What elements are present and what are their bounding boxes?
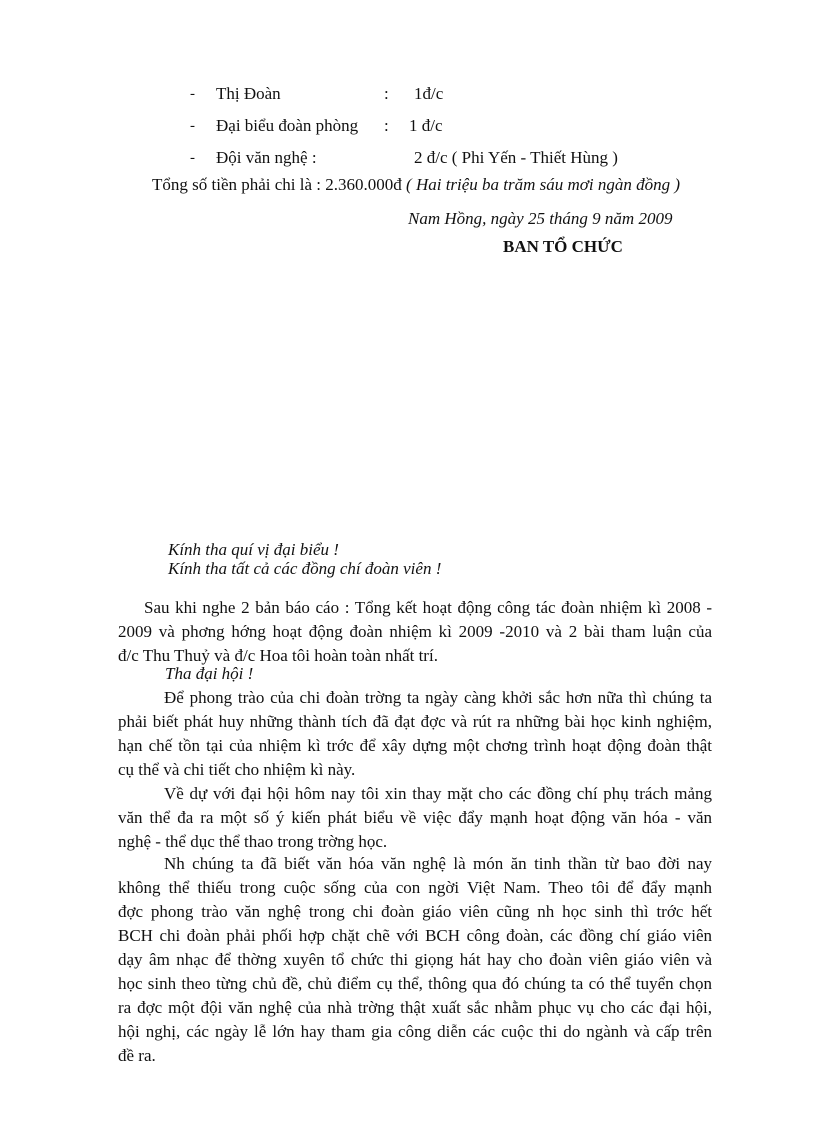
- paragraph-line: không thể thiếu trong cuộc sống của con ngời Việt Nam. Theo tôi để đẩy mạnh: [118, 878, 712, 897]
- list-bullet: -: [190, 150, 195, 166]
- paragraph-culture: [118, 852, 712, 1068]
- total-line: [152, 175, 680, 195]
- list-bullet: -: [190, 118, 195, 134]
- paragraph-line: nghệ - thể dục thể thao trong trờng học.: [118, 832, 388, 851]
- paragraph-line: đề ra.: [118, 1046, 156, 1065]
- paragraph-line: văn thể đa ra một số ý kiến phát biểu về việc đẩy mạnh hoạt động văn hóa - văn: [118, 808, 712, 827]
- staff-label: Đội văn nghệ :: [216, 148, 317, 167]
- greeting-line: Kính tha quí vị đại biểu !: [168, 540, 339, 559]
- paragraph-movement: [118, 686, 712, 782]
- greeting-congress: Tha đại hội !: [165, 664, 254, 683]
- place-date: Nam Hồng, ngày 25 tháng 9 năm 2009: [408, 209, 673, 228]
- staff-value: 1 đ/c: [409, 116, 443, 135]
- paragraph-line: Để phong trào của chi đoàn trờng ta ngày càng khởi sắc hơn nữa thì chúng ta: [164, 688, 712, 707]
- paragraph-line: Nh chúng ta đã biết văn hóa văn nghệ là món ăn tinh thần từ bao đời nay: [164, 854, 712, 873]
- paragraph-line: dạy âm nhạc để thờng xuyên tổ chức thi giọng hát hay cho đoàn viên giáo viên và: [118, 950, 712, 969]
- staff-separator: :: [384, 84, 389, 103]
- total-in-words: ( Hai triệu ba trăm sáu mơi ngàn đồng ): [406, 175, 681, 194]
- paragraph-line: Về dự với đại hội hôm nay tôi xin thay mặt cho các đồng chí phụ trách mảng: [164, 784, 712, 803]
- paragraph-opening: [118, 596, 712, 668]
- staff-label: Thị Đoàn: [216, 84, 281, 103]
- staff-value: 1đ/c: [414, 84, 444, 103]
- paragraph-line: ra đợc một đội văn nghệ của nhà trờng thật xuất sắc nhằm phục vụ cho các đại hội,: [118, 998, 712, 1017]
- organizer-signature: BAN TỔ CHỨC: [503, 237, 623, 256]
- total-amount: Tổng số tiền phải chi là : 2.360.000đ: [152, 175, 402, 194]
- staff-separator: :: [384, 116, 389, 135]
- staff-value: 2 đ/c ( Phi Yến - Thiết Hùng ): [414, 148, 618, 167]
- paragraph-line: hạn chế tồn tại của nhiệm kì trớc để xây dựng một chơng trình hoạt động đoàn thật: [118, 736, 712, 755]
- paragraph-line: đ/c Thu Thuỷ và đ/c Hoa tôi hoàn toàn nhất trí.: [118, 646, 438, 665]
- paragraph-proposal: [118, 782, 712, 854]
- paragraph-line: học sinh theo từng chủ đề, chủ điểm cụ thể, thông qua đó chúng ta có thể tuyển chọn: [118, 974, 712, 993]
- greeting-line: Kính tha tất cả các đồng chí đoàn viên !: [168, 559, 442, 578]
- paragraph-line: cụ thể và chi tiết cho nhiệm kì này.: [118, 760, 356, 779]
- paragraph-line: BCH chi đoàn phải phối hợp chặt chẽ với BCH công đoàn, các đồng chí giáo viên: [118, 926, 712, 945]
- paragraph-line: Sau khi nghe 2 bản báo cáo : Tổng kết hoạt động công tác đoàn nhiệm kì 2008 -: [144, 598, 712, 617]
- staff-label: Đại biểu đoàn phòng: [216, 116, 359, 135]
- paragraph-line: phải biết phát huy những thành tích đã đạt đợc và rút ra những bài học kinh nghiệm,: [118, 712, 712, 731]
- paragraph-line: hội nghị, các ngày lễ lớn hay tham gia công diễn các cuộc thi do ngành và cấp trên: [118, 1022, 712, 1041]
- paragraph-line: 2009 và phơng hớng hoạt động đoàn nhiệm kì 2009 -2010 và 2 bài tham luận của: [118, 622, 712, 641]
- list-bullet: -: [190, 86, 195, 102]
- paragraph-line: đợc phong trào văn nghệ trong chi đoàn giáo viên cũng nh học sinh thì trớc hết: [118, 902, 712, 921]
